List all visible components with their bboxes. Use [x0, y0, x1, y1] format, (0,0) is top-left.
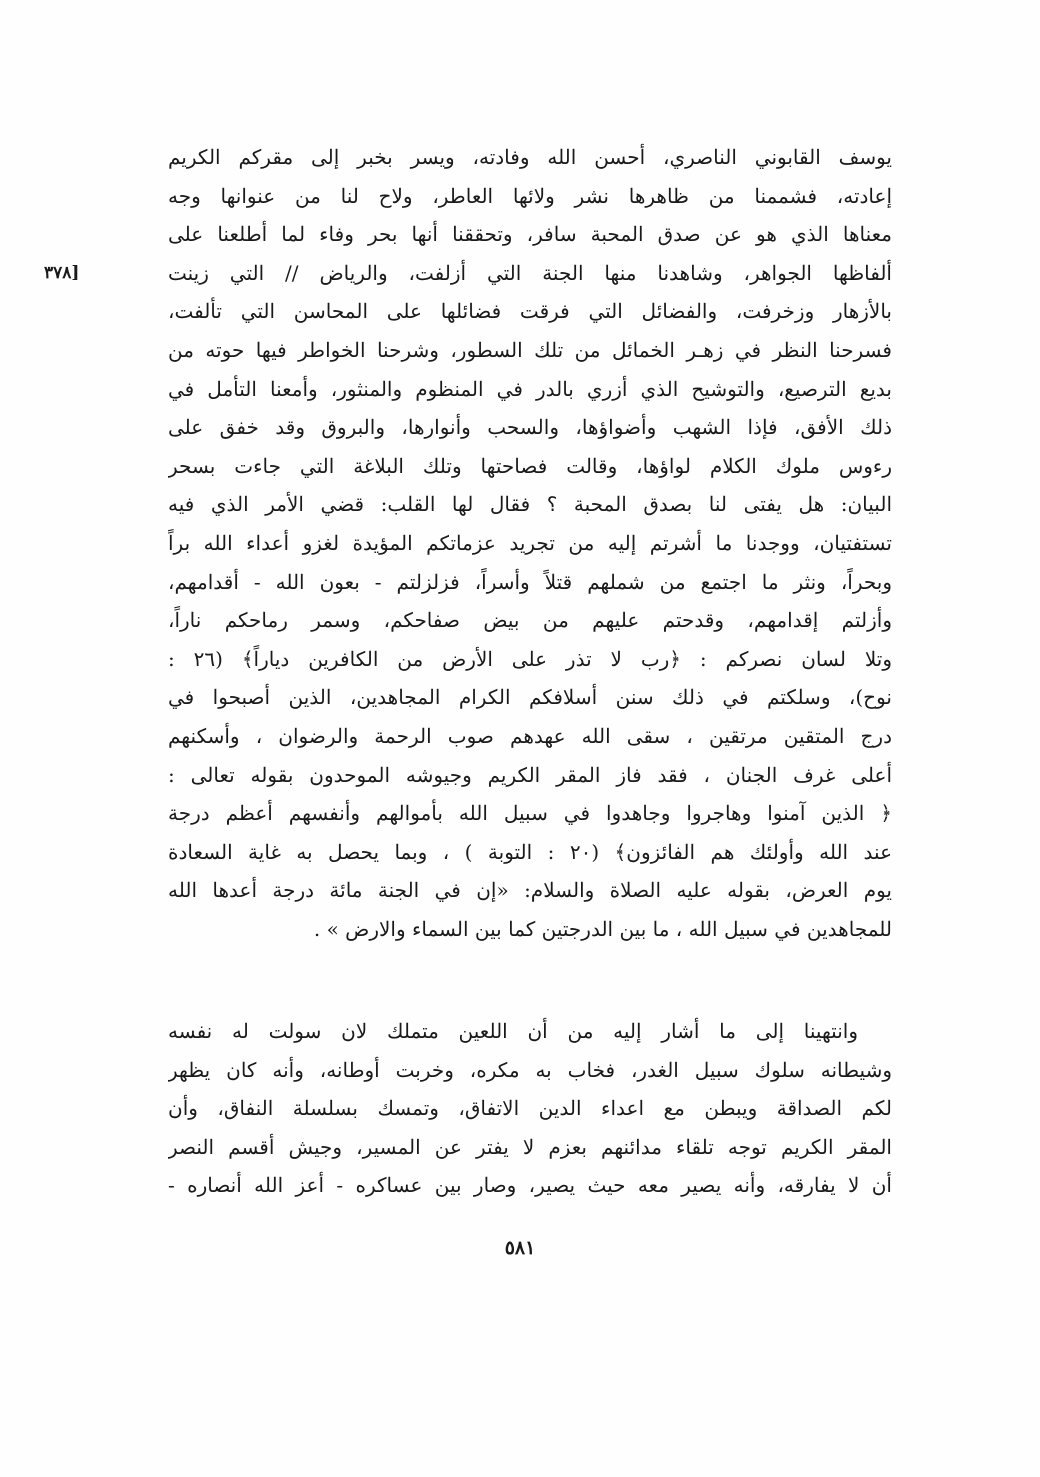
- text-line: بديع الترصيع، والتوشيح الذي أزري بالدر في المنظوم والمنثور، وأمعنا التأمل في: [168, 376, 892, 401]
- text-line: المقر الكريم توجه تلقاء مدائنهم بعزم لا يفتر عن المسير، وجيش أقسم النصر: [168, 1134, 892, 1159]
- text-line: نوح)، وسلكتم في ذلك سنن أسلافكم الكرام المجاهدين، الذين أصبحوا في: [168, 685, 892, 710]
- text-line: ﴿ الذين آمنوا وهاجروا وجاهدوا في سبيل الله بأموالهم وأنفسهم أعظم درجة: [168, 801, 892, 826]
- text-line: إعادته، فشممنا من ظاهرها نشر ولائها العاطر، ولاح لنا من عنوانها وجه: [168, 183, 892, 208]
- text-line: معناها الذي هو عن صدق المحبة سافر، وتحققنا أنها بحر وفاء لما أطلعنا على: [168, 222, 892, 247]
- paragraph-1: [168, 138, 892, 948]
- text-line: رءوس ملوك الكلام لواؤها، وقالت فصاحتها وتلك البلاغة التي جاءت بسحر: [168, 453, 892, 478]
- text-line: عند الله وأولئك هم الفائزون﴾ (٢٠ : التوبة ) ، وبما يحصل به غاية السعادة: [168, 839, 892, 864]
- text-line: يوم العرض، بقوله عليه الصلاة والسلام: «إن في الجنة مائة درجة أعدها الله: [168, 878, 892, 903]
- text-line: يوسف القابوني الناصري، أحسن الله وفادته، ويسر بخبر إلى مقركم الكريم: [168, 145, 892, 169]
- text-line: درج المتقين مرتقين ، سقى الله عهدهم صوب الرحمة والرضوان ، وأسكنهم: [168, 723, 892, 748]
- text-line: لكم الصداقة ويبطن مع اعداء الدين الاتفاق، وتمسك بسلسلة النفاق، وأن: [168, 1096, 892, 1121]
- text-line: وانتهينا إلى ما أشار إليه من أن اللعين متملك لان سولت له نفسه: [168, 1019, 858, 1043]
- paragraph-2: [168, 1012, 892, 1205]
- text-line: فسرحنا النظر في زهـر الخمائل من تلك السطور، وشرحنا الخواطر فيها حوته من: [168, 337, 892, 362]
- margin-page-reference: [٣٧٨: [44, 263, 80, 283]
- text-line: بالأزهار وزخرفت، والفضائل التي فرقت فضائلها على المحاسن التي تألفت،: [168, 299, 892, 324]
- text-line: أن لا يفارقه، وأنه يصير معه حيث يصير، وصار بين عساكره - أعز الله أنصاره -: [168, 1173, 892, 1198]
- text-line: للمجاهدين في سبيل الله ، ما بين الدرجتين كما بين السماء والارض » .: [313, 916, 892, 941]
- text-line: وتلا لسان نصركم : ﴿رب لا تذر على الأرض من الكافرين دياراً﴾ (٢٦ :: [168, 646, 892, 671]
- text-line: وأزلتم إقدامهم، وقدحتم عليهم من بيض صفاحكم، وسمر رماحكم ناراً،: [168, 608, 892, 633]
- page-number: ٥٨١: [504, 1237, 536, 1259]
- text-line: البيان: هل يفتى لنا بصدق المحبة ؟ فقال لها القلب: قضي الأمر الذي فيه: [168, 492, 892, 517]
- text-line: ذلك الأفق، فإذا الشهب وأضواؤها، والسحب وأنوارها، والبروق وقد خفق على: [168, 415, 892, 440]
- text-line: أعلى غرف الجنان ، فقد فاز المقر الكريم وجيوشه الموحدون بقوله تعالى :: [168, 762, 892, 787]
- text-line: ألفاظها الجواهر، وشاهدنا منها الجنة التي أزلفت، والرياض // التي زينت: [168, 260, 892, 285]
- text-line: وشيطانه سلوك سبيل الغدر، فخاب به مكره، وخربت أوطانه، وأنه كان يظهر: [168, 1057, 892, 1082]
- text-line: تستفتيان، ووجدنا ما أشرتم إليه من تجريد عزماتكم المؤيدة لغزو أعداء الله براً: [168, 530, 892, 555]
- text-line: وبحراً، ونثر ما اجتمع من شملهم قتلاً وأسراً، فزلزلتم - بعون الله - أقدامهم،: [168, 569, 892, 594]
